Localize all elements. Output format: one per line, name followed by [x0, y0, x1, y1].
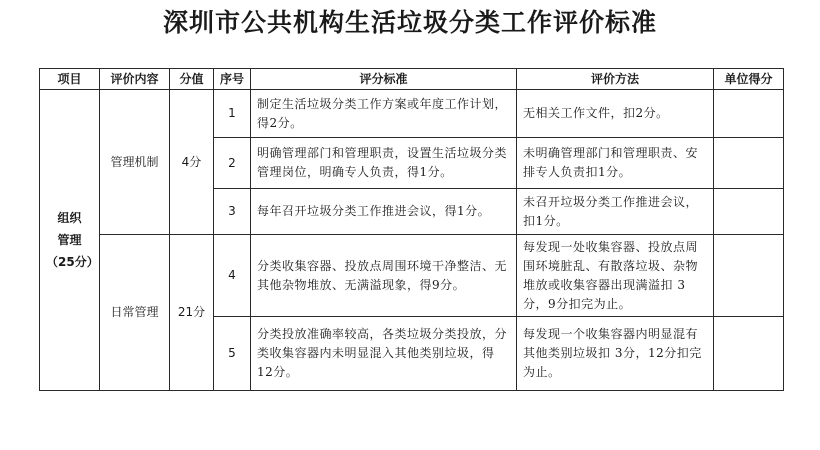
- method-cell: 未召开垃圾分类工作推进会议，扣1分。: [517, 189, 714, 235]
- section-content-cell: 管理机制: [100, 90, 170, 235]
- unit-score-cell: [714, 189, 784, 235]
- standard-cell: 每年召开垃圾分类工作推进会议，得1分。: [251, 189, 517, 235]
- standard-cell: 分类收集容器、投放点周围环境干净整洁、无其他杂物堆放、无满溢现象，得9分。: [251, 235, 517, 317]
- method-cell: 每发现一个收集容器内明显混有其他类别垃圾扣 3分，12分扣完为止。: [517, 317, 714, 391]
- section-score-cell: 21分: [170, 235, 214, 391]
- header-content: 评价内容: [100, 69, 170, 90]
- standard-cell: 明确管理部门和管理职责，设置生活垃圾分类管理岗位，明确专人负责，得1分。: [251, 138, 517, 189]
- table-row: [40, 235, 784, 317]
- section-score-cell: 4分: [170, 90, 214, 235]
- evaluation-table: [39, 68, 784, 391]
- header-item: 项目: [40, 69, 100, 90]
- table-row: [40, 90, 784, 138]
- unit-score-cell: [714, 90, 784, 138]
- group-label-line2: 管理: [57, 233, 82, 247]
- header-unit-score: 单位得分: [714, 69, 784, 90]
- header-method: 评价方法: [517, 69, 714, 90]
- seq-cell: 1: [214, 90, 251, 138]
- unit-score-cell: [714, 317, 784, 391]
- group-cell: [40, 90, 100, 391]
- method-cell: 无相关工作文件，扣2分。: [517, 90, 714, 138]
- unit-score-cell: [714, 138, 784, 189]
- header-standard: 评分标准: [251, 69, 517, 90]
- standard-cell: 分类投放准确率较高，各类垃圾分类投放，分类收集容器内未明显混入其他类别垃圾，得12分。: [251, 317, 517, 391]
- method-cell: 未明确管理部门和管理职责、安排专人负责扣1分。: [517, 138, 714, 189]
- seq-cell: 4: [214, 235, 251, 317]
- seq-cell: 2: [214, 138, 251, 189]
- method-cell: 每发现一处收集容器、投放点周围环境脏乱、有散落垃圾、杂物堆放或收集容器出现满溢扣 3分，9分扣完为止。: [517, 235, 714, 317]
- section-content-cell: 日常管理: [100, 235, 170, 391]
- document-title: 深圳市公共机构生活垃圾分类工作评价标准: [162, 8, 657, 37]
- table-header-row: [40, 69, 784, 90]
- seq-cell: 5: [214, 317, 251, 391]
- header-seq: 序号: [214, 69, 251, 90]
- header-score: 分值: [170, 69, 214, 90]
- group-label-line1: 组织: [57, 211, 82, 225]
- group-label-line3: （25分）: [46, 255, 99, 269]
- seq-cell: 3: [214, 189, 251, 235]
- standard-cell: 制定生活垃圾分类工作方案或年度工作计划，得2分。: [251, 90, 517, 138]
- unit-score-cell: [714, 235, 784, 317]
